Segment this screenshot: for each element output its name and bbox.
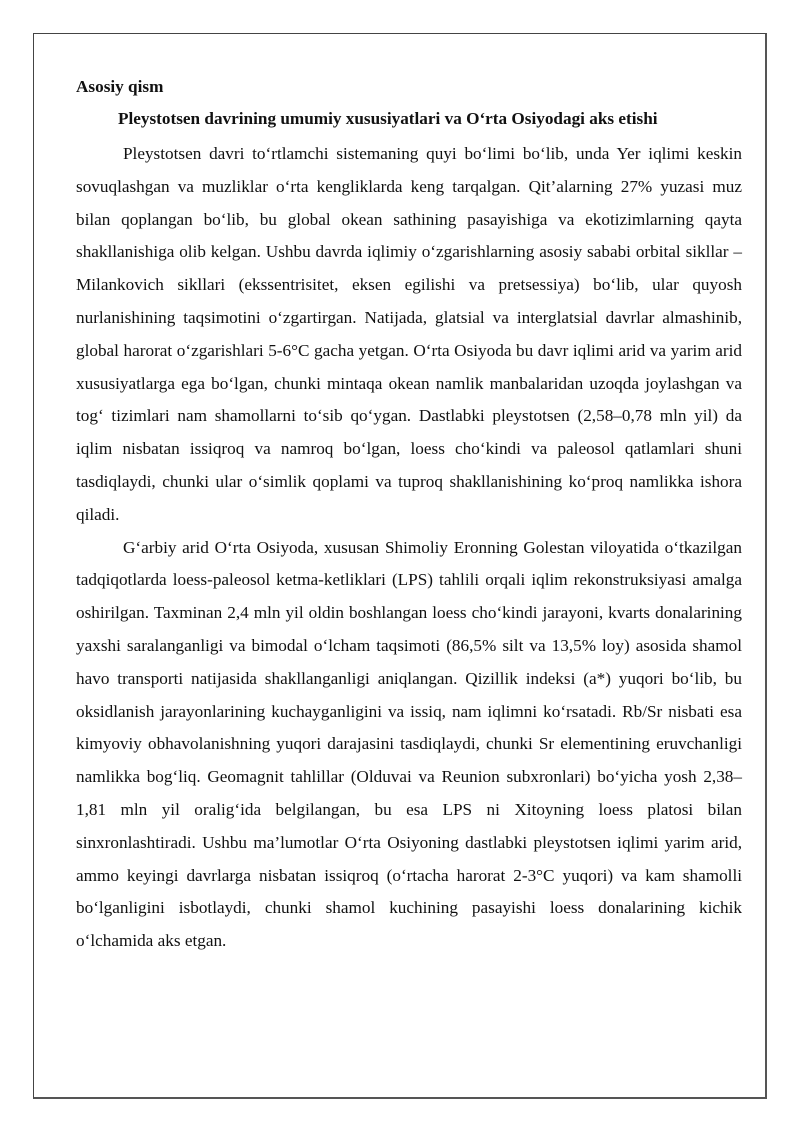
paragraph-2: G‘arbiy arid O‘rta Osiyoda, xususan Shimoliy Eronning Golestan viloyatida o‘tkazilgan tadqiqotlarda loess-paleosol ketma-ketliklari (LPS) tahlili orqali iqlim rekonstruksiyasi amalga oshirilgan. Taxminan 2,4 mln yil oldin boshlangan loess cho‘kindi jarayoni, kvarts donalarining yaxshi saralanganligi va bimodal o‘lcham taqsimoti (86,5% silt va 13,5% loy) asosida shamol havo transporti natijasida shakllanganligi aniqlangan. Qizillik indeksi (a*) yuqori bo‘lib, bu oksidlanish jarayonlarining kuchayganligini va issiq, nam iqlimni ko‘rsatadi. Rb/Sr nisbati esa kimyoviy obhavolanishning yuqori darajasini tasdiqlaydi, chunki Sr elementining eruvchanligi namlikka bog‘liq. Geomagnit tahlillar (Olduvai va Reunion subxronlari) bo‘yicha yosh 2,38–1,81 mln yil oralig‘ida belgilangan, bu esa LPS ni Xitoyning loess platosi bilan sinxronlashtiradi. Ushbu ma’lumotlar O‘rta Osiyoning dastlabki pleystotsen iqlimi yarim arid, ammo keyingi davrlarga nisbatan issiqroq (o‘rtacha harorat 2-3°C yuqori) va kam shamolli bo‘lganligini isbotlaydi, chunki shamol kuchining pasayishi loess donalarining kichik o‘lchamida aks etgan.: [76, 537, 742, 951]
paragraph-1: Pleystotsen davri to‘rtlamchi sistemaning quyi bo‘limi bo‘lib, unda Yer iqlimi keskin sovuqlashgan va muzliklar o‘rta kengliklarda keng tarqalgan. Qit’alarning 27% yuzasi muz bilan qoplangan bo‘lib, bu global okean sathining pasayishiga va ekotizimlarning qayta shakllanishiga olib kelgan. Ushbu davrda iqlimiy o‘zgarishlarning asosiy sababi orbital sikllar – Milankovich sikllari (ekssentrisitet, eksen egilishi va pretsessiya) bo‘lib, ular quyosh nurlanishining taqsimotini o‘zgartirgan. Natijada, glatsial va interglatsial davrlar almashinib, global harorat o‘zgarishlari 5-6°C gacha yetgan. O‘rta Osiyoda bu davr iqlimi arid va yarim arid xususiyatlarga ega bo‘lgan, chunki mintaqa okean namlik manbalaridan uzoqda joylashgan va tog‘ tizimlari nam shamollarni to‘sib qo‘ygan. Dastlabki pleystotsen (2,58–0,78 mln yil) da iqlim nisbatan issiqroq va namroq bo‘lgan, loess cho‘kindi va paleosol qatlamlari shuni tasdiqlaydi, chunki ular o‘simlik qoplami va tuproq shakllanishining ko‘proq namlikka ishora qiladi.: [76, 144, 742, 524]
document-body: [76, 74, 742, 958]
section-heading: Asosiy qism: [76, 77, 164, 96]
document-title: Pleystotsen davrining umumiy xususiyatlari va O‘rta Osiyodagi aks etishi: [118, 109, 658, 128]
